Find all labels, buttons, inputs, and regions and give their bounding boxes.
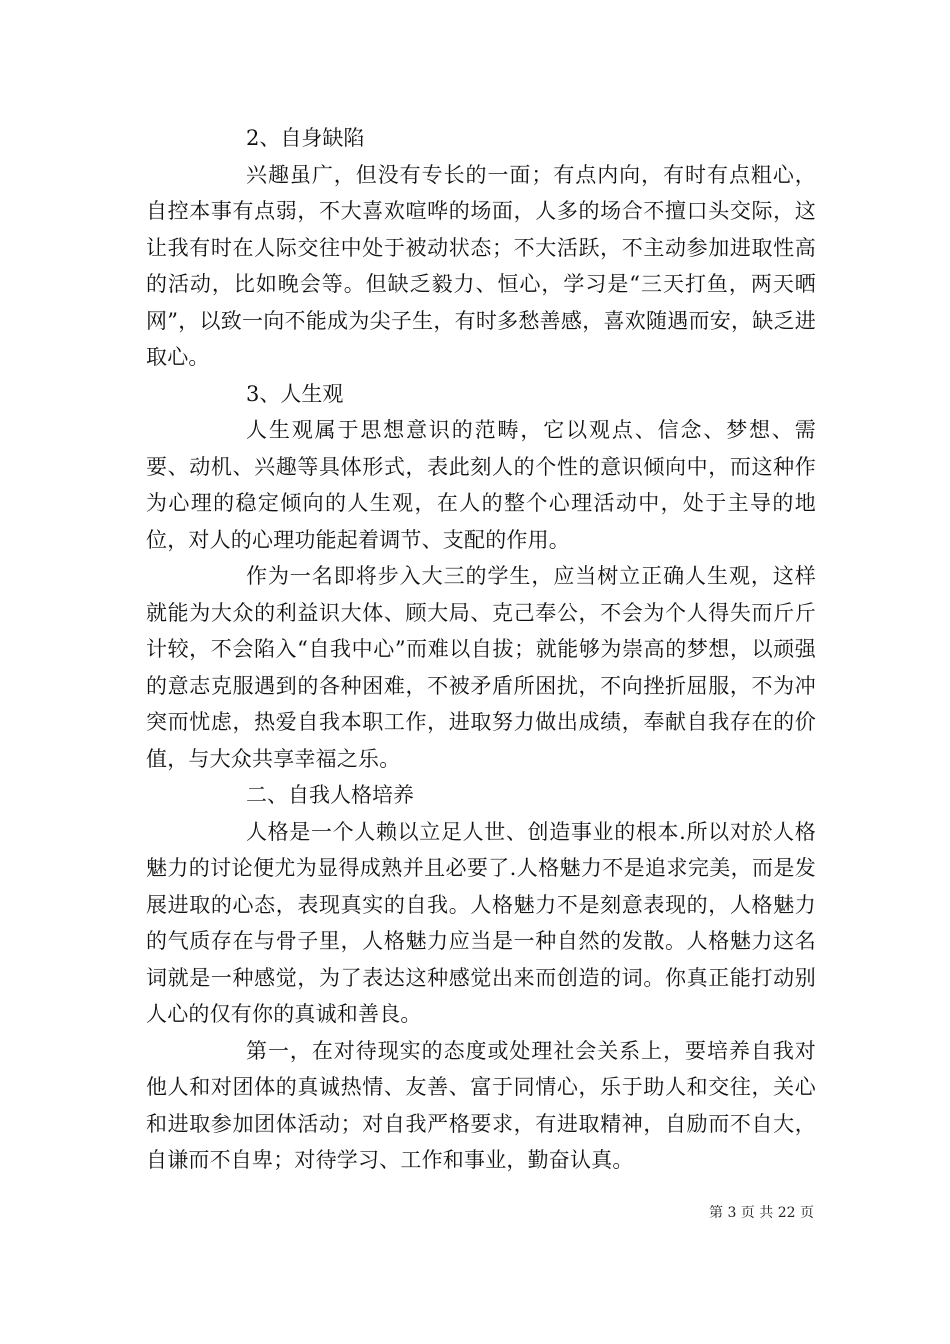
page-number: 第 3 页 共 22 页 xyxy=(709,1205,814,1221)
paragraph-personality-charm: 人格是一个人赖以立足人世、创造事业的根本.所以对於人格魅力的讨论便尤为显得成熟并且必要了.人格魅力不是追求完美，而是发展进取的心态，表现真实的自我。人格魅力不是刻意表现的，人格魅力的气质存在与骨子里，人格魅力应当是一种自然的发散。人格魅力这名词就是一种感觉，为了表达这种感觉出来而创造的词。你真正能打动别人心的仅有你的真诚和善良。 xyxy=(146,819,816,1026)
section-heading-personality: 二、自我人格培养 xyxy=(246,783,414,807)
document-body xyxy=(146,120,816,1179)
paragraph-defects: 兴趣虽广，但没有专长的一面；有点内向，有时有点粗心，自控本事有点弱，不大喜欢喧哗的场面，人多的场合不擅口头交际，这让我有时在人际交往中处于被动状态；不大活跃，不主动参加进取性高的活动，比如晚会等。但缺乏毅力、恒心，学习是“三天打鱼，两天晒网”，以致一向不能成为尖子生，有时多愁善感，喜欢随遇而安，缺乏进取心。 xyxy=(146,162,816,369)
paragraph-outlook-definition: 人生观属于思想意识的范畴，它以观点、信念、梦想、需要、动机、兴趣等具体形式，表此刻人的个性的意识倾向中，而这种作为心理的稳定倾向的人生观，在人的整个心理活动中，处于主导的地位，对人的心理功能起着调节、支配的作用。 xyxy=(146,418,816,552)
section-heading-defects: 2、自身缺陷 xyxy=(246,126,365,150)
paragraph-outlook-student: 作为一名即将步入大三的学生，应当树立正确人生观，这样就能为大众的利益识大体、顾大局、克己奉公，不会为个人得失而斤斤计较，不会陷入“自我中心”而难以自拔；就能够为崇高的梦想，以顽强的意志克服遇到的各种困难，不被矛盾所困扰，不向挫折屈服，不为冲突而忧虑，热爱自我本职工作，进取努力做出成绩，奉献自我存在的价值，与大众共享幸福之乐。 xyxy=(146,564,816,771)
section-heading-outlook-on-life: 3、人生观 xyxy=(246,381,344,406)
paragraph-first-point: 第一，在对待现实的态度或处理社会关系上，要培养自我对他人和对团体的真诚热情、友善、富于同情心，乐于助人和交往，关心和进取参加团体活动；对自我严格要求，有进取精神，自励而不自大，自谦而不自卑；对待学习、工作和事业，勤奋认真。 xyxy=(146,1038,816,1172)
